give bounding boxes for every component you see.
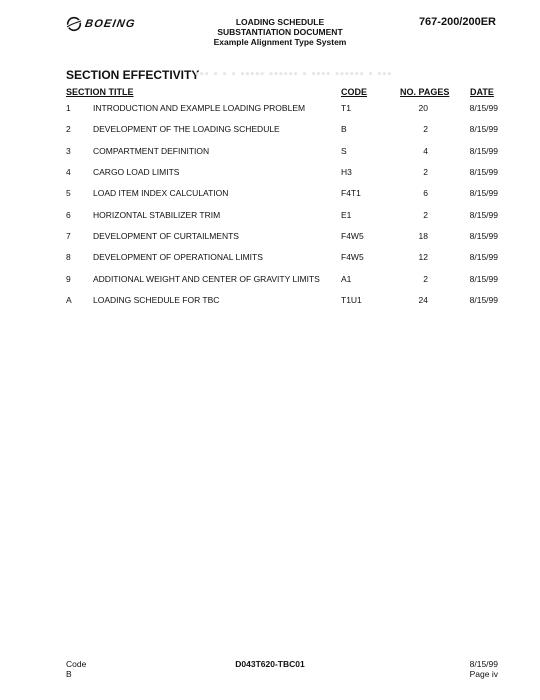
row-date: 8/15/99 xyxy=(469,295,498,306)
footer-page: Page iv xyxy=(469,669,498,679)
row-code: A1 xyxy=(341,273,352,284)
row-title: DEVELOPMENT OF CURTAILMENTS xyxy=(93,231,239,242)
table-row xyxy=(0,295,540,309)
footer-document-number: D043T620-TBC01 xyxy=(235,659,305,669)
row-date: 8/15/99 xyxy=(469,252,498,263)
row-date: 8/15/99 xyxy=(469,145,498,156)
row-title: COMPARTMENT DEFINITION xyxy=(93,145,210,156)
row-code: T1U1 xyxy=(341,295,362,306)
row-title: ADDITIONAL WEIGHT AND CENTER OF GRAVITY LIMITS xyxy=(93,273,320,284)
row-title: INTRODUCTION AND EXAMPLE LOADING PROBLEM xyxy=(93,103,306,113)
row-title: CARGO LOAD LIMITS xyxy=(93,167,180,178)
row-pages: 24 xyxy=(418,295,428,306)
row-pages: 2 xyxy=(423,273,428,284)
row-pages: 4 xyxy=(423,145,428,156)
footer-code-value: B xyxy=(66,669,72,679)
row-code: E1 xyxy=(341,209,352,220)
row-date: 8/15/99 xyxy=(469,188,498,199)
table-row xyxy=(0,146,540,160)
column-header-code: CODE xyxy=(341,87,368,97)
row-number: 1 xyxy=(66,103,71,113)
row-title: DEVELOPMENT OF THE LOADING SCHEDULE xyxy=(93,124,280,135)
table-row xyxy=(0,188,540,202)
row-date: 8/15/99 xyxy=(469,231,498,242)
row-code: F4W5 xyxy=(341,252,364,263)
heading-line-1: LOADING SCHEDULE xyxy=(235,17,325,27)
table-row xyxy=(0,167,540,181)
column-header-pages: NO. PAGES xyxy=(400,87,450,97)
document-heading xyxy=(170,17,390,47)
column-header-date: DATE xyxy=(470,87,494,97)
row-pages: 2 xyxy=(423,124,428,135)
row-pages: 6 xyxy=(423,188,428,199)
row-number: 2 xyxy=(66,124,71,135)
row-number: 8 xyxy=(66,252,71,263)
section-title: SECTION EFFECTIVITY xyxy=(66,68,200,82)
row-title: DEVELOPMENT OF OPERATIONAL LIMITS xyxy=(93,252,263,263)
row-number: 7 xyxy=(66,231,71,242)
row-code: B xyxy=(341,124,347,135)
boeing-logo xyxy=(66,16,136,32)
table-row xyxy=(0,124,540,138)
row-code: T1 xyxy=(341,103,351,113)
row-date: 8/15/99 xyxy=(469,273,498,284)
row-pages: 18 xyxy=(418,231,428,242)
row-number: 6 xyxy=(66,209,71,220)
row-number: 5 xyxy=(66,188,71,199)
row-title: HORIZONTAL STABILIZER TRIM xyxy=(93,209,221,220)
row-code: F4W5 xyxy=(341,231,364,242)
row-code: F4T1 xyxy=(341,188,361,199)
row-pages: 2 xyxy=(423,167,428,178)
table-row xyxy=(0,274,540,288)
boeing-logo-icon xyxy=(66,16,82,32)
faint-show-through-text: ▪▪▪ ▪ ▪ ▪ ▪▪▪▪▪ ▪▪▪▪▪▪ ▪ ▪▪▪▪ ▪▪▪▪▪▪ ▪ ▪▪▪ xyxy=(195,68,393,80)
table-row xyxy=(0,231,540,245)
table-row xyxy=(0,210,540,224)
footer-date-page xyxy=(450,659,498,679)
row-pages: 12 xyxy=(418,252,428,263)
row-date: 8/15/99 xyxy=(469,103,498,113)
row-code: S xyxy=(341,145,347,156)
row-number: 4 xyxy=(66,167,71,178)
column-header-title: SECTION TITLE xyxy=(66,87,134,97)
table-row xyxy=(0,103,540,117)
row-number: 3 xyxy=(66,145,71,156)
row-pages: 20 xyxy=(418,103,428,113)
row-number: A xyxy=(66,295,72,306)
heading-line-3: Example Alignment Type System xyxy=(213,37,347,47)
row-date: 8/15/99 xyxy=(469,167,498,178)
row-pages: 2 xyxy=(423,209,428,220)
heading-line-2: SUBSTANTIATION DOCUMENT xyxy=(217,27,343,37)
table-row xyxy=(0,252,540,266)
aircraft-model: 767-200/200ER xyxy=(418,16,496,28)
row-code: H3 xyxy=(341,167,352,178)
row-title: LOAD ITEM INDEX CALCULATION xyxy=(93,188,229,199)
row-number: 9 xyxy=(66,273,71,284)
row-date: 8/15/99 xyxy=(469,209,498,220)
logo-text: BOEING xyxy=(83,18,137,30)
footer-code-label: Code xyxy=(66,659,87,669)
footer-date: 8/15/99 xyxy=(469,659,498,669)
row-date: 8/15/99 xyxy=(469,124,498,135)
row-title: LOADING SCHEDULE FOR TBC xyxy=(93,295,220,306)
